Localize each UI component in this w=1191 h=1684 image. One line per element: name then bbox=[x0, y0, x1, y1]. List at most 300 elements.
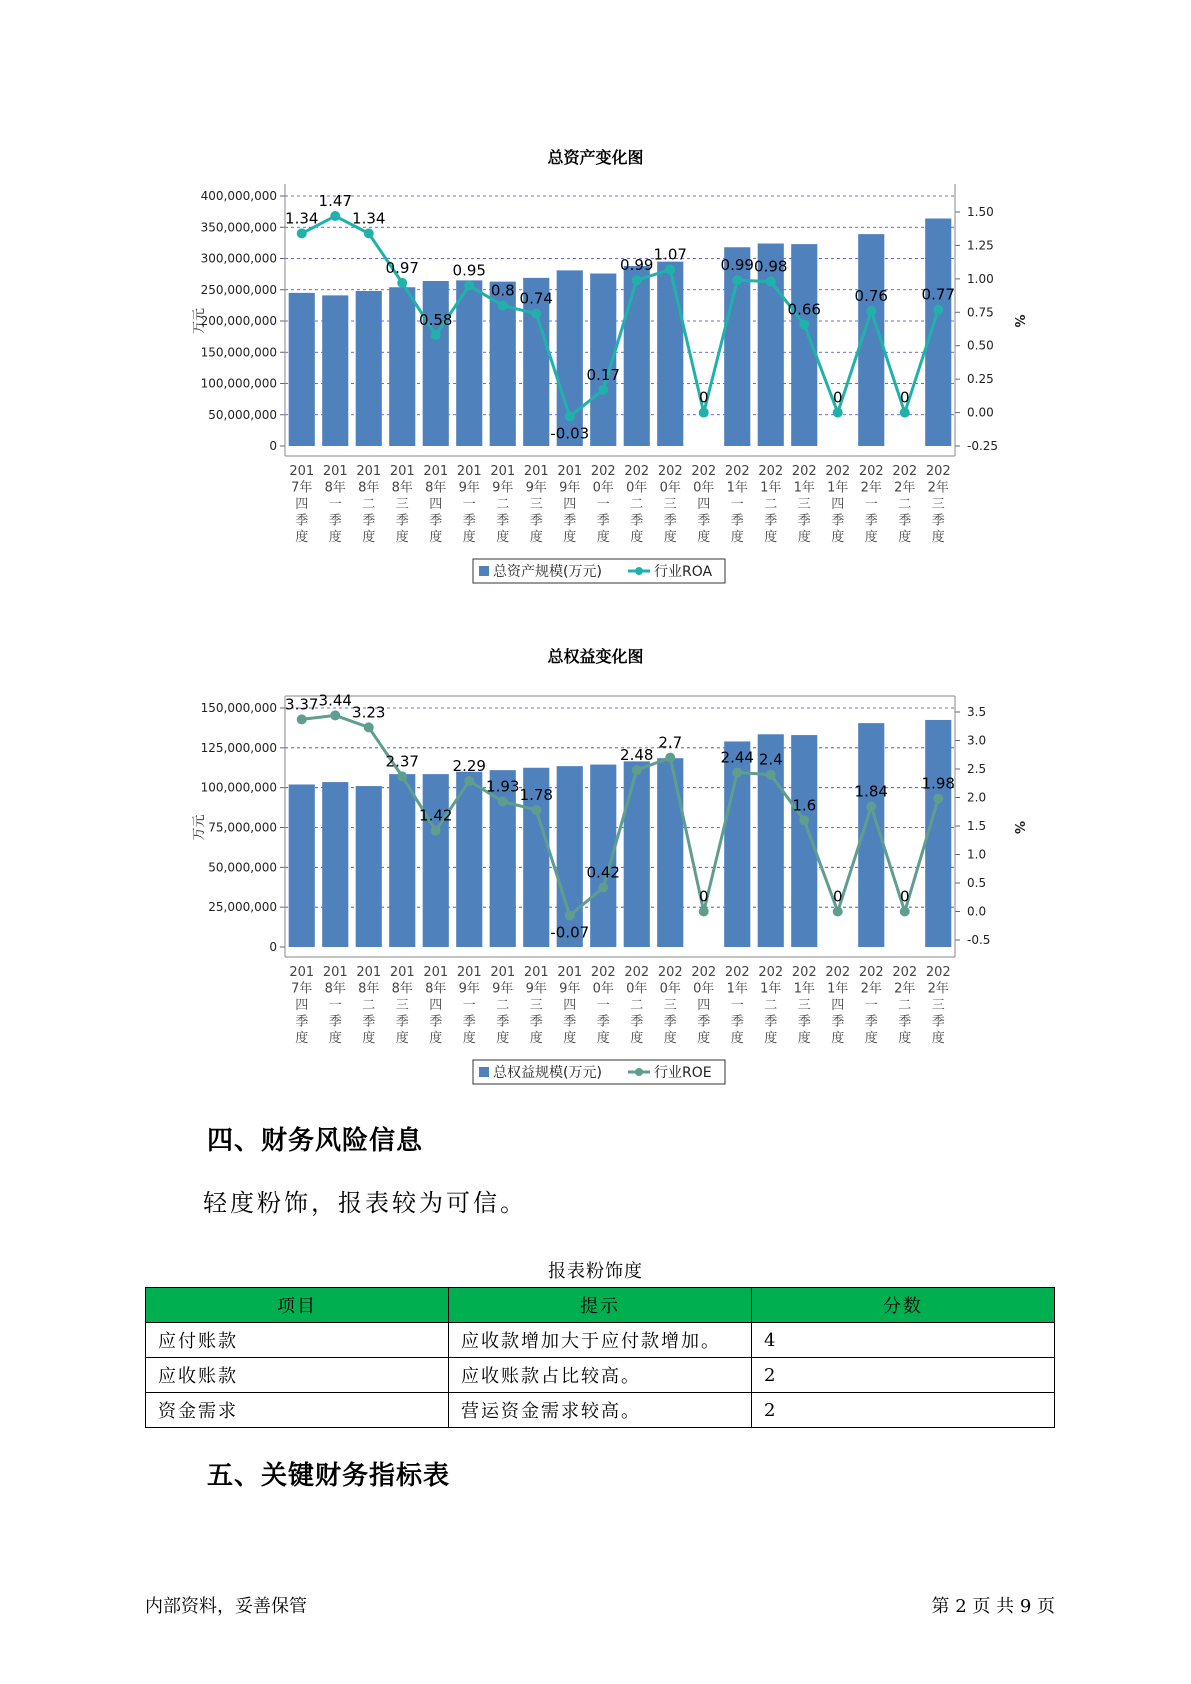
x-tick-label: 202 bbox=[791, 965, 817, 980]
bar bbox=[624, 266, 650, 446]
x-tick-label: 度 bbox=[630, 530, 644, 545]
x-tick-label: 度 bbox=[563, 530, 577, 545]
bar bbox=[423, 774, 449, 947]
data-label: 1.07 bbox=[653, 245, 687, 264]
data-label: 0.66 bbox=[787, 300, 821, 319]
x-tick-label: 季 bbox=[797, 513, 811, 529]
x-tick-label: 度 bbox=[663, 530, 677, 545]
y-axis-title-right: % bbox=[1011, 314, 1026, 328]
x-tick-label: 季 bbox=[764, 513, 778, 529]
data-label: 0 bbox=[899, 388, 910, 407]
x-tick-label: 1年 bbox=[726, 480, 748, 496]
x-tick-label: 度 bbox=[529, 1031, 543, 1046]
x-tick-label: 9年 bbox=[559, 981, 581, 997]
x-tick-label: 三 bbox=[931, 497, 945, 512]
x-tick-label: 季 bbox=[630, 513, 644, 529]
data-label: 0.58 bbox=[419, 311, 453, 330]
x-tick-label: 季 bbox=[697, 1014, 711, 1030]
x-tick-label: 201 bbox=[490, 464, 516, 479]
data-label: 0.77 bbox=[921, 285, 955, 304]
cell-item: 应收账款 bbox=[146, 1358, 449, 1393]
line-point bbox=[364, 722, 374, 732]
data-label: 1.34 bbox=[352, 209, 386, 228]
data-label: 1.42 bbox=[419, 806, 453, 825]
x-tick-label: 度 bbox=[931, 1031, 945, 1046]
bar bbox=[657, 262, 683, 446]
y-tick-label-right: 0.00 bbox=[967, 405, 994, 420]
x-tick-label: 度 bbox=[295, 1031, 309, 1046]
header-score: 分数 bbox=[752, 1288, 1055, 1323]
x-tick-label: 201 bbox=[523, 464, 549, 479]
x-tick-label: 201 bbox=[456, 464, 482, 479]
line-point bbox=[598, 883, 608, 893]
y-tick-label-left: 0 bbox=[269, 940, 277, 954]
x-tick-label: 四 bbox=[429, 497, 443, 512]
x-tick-label: 1年 bbox=[827, 981, 849, 997]
data-label: 1.78 bbox=[519, 786, 553, 805]
x-tick-label: 季 bbox=[462, 1014, 476, 1030]
x-tick-label: 度 bbox=[529, 530, 543, 545]
data-label: 1.6 bbox=[792, 796, 817, 815]
x-tick-label: 季 bbox=[697, 513, 711, 529]
data-label: 3.44 bbox=[318, 691, 352, 710]
x-tick-label: 一 bbox=[462, 998, 476, 1013]
x-tick-label: 二 bbox=[898, 497, 912, 512]
line-point bbox=[498, 301, 508, 311]
x-tick-label: 1年 bbox=[726, 981, 748, 997]
x-tick-label: 季 bbox=[630, 1014, 644, 1030]
line-point bbox=[900, 907, 910, 917]
data-label: 0 bbox=[698, 887, 709, 906]
bar bbox=[322, 782, 348, 947]
y-axis-title-left: 万元 bbox=[192, 814, 207, 841]
x-tick-label: 季 bbox=[429, 1014, 443, 1030]
x-tick-label: 202 bbox=[892, 965, 918, 980]
x-tick-label: 度 bbox=[395, 1031, 409, 1046]
x-tick-label: 一 bbox=[328, 998, 342, 1013]
x-tick-label: 三 bbox=[663, 497, 677, 512]
x-tick-label: 季 bbox=[730, 513, 744, 529]
footer-confidential: 内部资料，妥善保管 bbox=[145, 1596, 307, 1617]
x-tick-label: 一 bbox=[596, 998, 610, 1013]
data-label: -0.03 bbox=[550, 424, 590, 443]
data-label: 1.98 bbox=[921, 774, 955, 793]
x-tick-label: 8年 bbox=[324, 480, 346, 496]
data-label: 0.99 bbox=[620, 256, 654, 275]
legend-bar-label: 总资产规模(万元) bbox=[493, 564, 602, 580]
data-label: 0 bbox=[899, 887, 910, 906]
legend-bar-swatch bbox=[479, 1067, 489, 1077]
x-tick-label: 9年 bbox=[458, 981, 480, 997]
x-tick-label: 度 bbox=[295, 530, 309, 545]
y-tick-label-right: 1.0 bbox=[967, 847, 987, 862]
x-tick-label: 201 bbox=[356, 965, 382, 980]
x-tick-label: 度 bbox=[462, 1031, 476, 1046]
x-tick-label: 季 bbox=[295, 513, 309, 529]
x-tick-label: 度 bbox=[697, 1031, 711, 1046]
x-tick-label: 度 bbox=[429, 530, 443, 545]
x-tick-label: 9年 bbox=[525, 480, 547, 496]
line-point bbox=[732, 767, 742, 777]
x-tick-label: 202 bbox=[590, 965, 616, 980]
y-tick-label-left: 25,000,000 bbox=[208, 900, 277, 915]
chart1-total-assets bbox=[0, 0, 1191, 600]
x-tick-label: 8年 bbox=[391, 480, 413, 496]
x-tick-label: 201 bbox=[389, 965, 415, 980]
line-point bbox=[900, 408, 910, 418]
x-tick-label: 8年 bbox=[391, 981, 413, 997]
bar bbox=[289, 293, 315, 446]
y-tick-label-right: -0.5 bbox=[967, 933, 991, 947]
x-tick-label: 202 bbox=[590, 464, 616, 479]
x-tick-label: 季 bbox=[931, 513, 945, 529]
y-tick-label-right: 0.50 bbox=[967, 338, 994, 353]
line-point bbox=[565, 412, 575, 422]
x-tick-label: 202 bbox=[858, 965, 884, 980]
legend-line-marker bbox=[635, 567, 643, 575]
x-tick-label: 季 bbox=[764, 1014, 778, 1030]
risk-table bbox=[145, 1287, 1055, 1428]
cell-score: 2 bbox=[752, 1393, 1055, 1428]
line-point bbox=[464, 776, 474, 786]
x-tick-label: 三 bbox=[797, 998, 811, 1013]
line-point bbox=[632, 275, 642, 285]
x-tick-label: 季 bbox=[898, 1014, 912, 1030]
bar bbox=[456, 280, 482, 446]
x-tick-label: 7年 bbox=[291, 480, 313, 496]
x-tick-label: 二 bbox=[496, 998, 510, 1013]
x-tick-label: 季 bbox=[295, 1014, 309, 1030]
x-tick-label: 8年 bbox=[358, 981, 380, 997]
y-tick-label-left: 100,000,000 bbox=[200, 780, 277, 795]
x-tick-label: 季 bbox=[663, 513, 677, 529]
x-tick-label: 202 bbox=[858, 464, 884, 479]
bar bbox=[624, 761, 650, 947]
data-label: 1.93 bbox=[486, 777, 520, 796]
y-tick-label-right: 1.5 bbox=[967, 819, 987, 833]
data-label: 2.48 bbox=[620, 746, 654, 765]
line-point bbox=[766, 277, 776, 287]
x-tick-label: 0年 bbox=[626, 981, 648, 997]
x-tick-label: 二 bbox=[630, 497, 644, 512]
x-tick-label: 202 bbox=[758, 965, 784, 980]
cell-hint: 应收款增加大于应付款增加。 bbox=[449, 1323, 752, 1358]
legend-line-label: 行业ROA bbox=[654, 564, 713, 580]
cell-hint: 应收账款占比较高。 bbox=[449, 1358, 752, 1393]
x-tick-label: 8年 bbox=[324, 981, 346, 997]
x-tick-label: 2年 bbox=[894, 981, 916, 997]
table-row bbox=[146, 1393, 1055, 1428]
x-tick-label: 202 bbox=[624, 464, 650, 479]
x-tick-label: 三 bbox=[529, 497, 543, 512]
x-tick-label: 度 bbox=[596, 530, 610, 545]
x-tick-label: 1年 bbox=[793, 480, 815, 496]
x-tick-label: 四 bbox=[429, 998, 443, 1013]
x-tick-label: 2年 bbox=[894, 480, 916, 496]
x-tick-label: 一 bbox=[864, 998, 878, 1013]
x-tick-label: 度 bbox=[328, 1031, 342, 1046]
risk-summary-text: 轻度粉饰，报表较为可信。 bbox=[203, 1189, 527, 1217]
data-label: 0.17 bbox=[586, 365, 620, 384]
x-tick-label: 一 bbox=[328, 497, 342, 512]
y-tick-label-left: 0 bbox=[269, 439, 277, 453]
x-tick-label: 度 bbox=[395, 530, 409, 545]
x-tick-label: 季 bbox=[362, 513, 376, 529]
line-point bbox=[531, 805, 541, 815]
x-tick-label: 7年 bbox=[291, 981, 313, 997]
x-tick-label: 202 bbox=[657, 464, 683, 479]
x-tick-label: 四 bbox=[563, 497, 577, 512]
x-tick-label: 季 bbox=[496, 1014, 510, 1030]
x-tick-label: 度 bbox=[730, 530, 744, 545]
data-label: 0.98 bbox=[754, 257, 788, 276]
line-point bbox=[665, 753, 675, 763]
cell-score: 4 bbox=[752, 1323, 1055, 1358]
cell-item: 应付账款 bbox=[146, 1323, 449, 1358]
x-tick-label: 度 bbox=[496, 530, 510, 545]
line-point bbox=[498, 796, 508, 806]
data-label: 0.8 bbox=[490, 281, 515, 300]
x-tick-label: 一 bbox=[596, 497, 610, 512]
x-tick-label: 201 bbox=[356, 464, 382, 479]
x-tick-label: 202 bbox=[758, 464, 784, 479]
section5-heading: 五、关键财务指标表 bbox=[207, 1461, 451, 1491]
line-point bbox=[531, 309, 541, 319]
x-tick-label: 度 bbox=[831, 1031, 845, 1046]
x-tick-label: 9年 bbox=[492, 981, 514, 997]
x-tick-label: 季 bbox=[663, 1014, 677, 1030]
x-tick-label: 一 bbox=[730, 497, 744, 512]
x-tick-label: 201 bbox=[289, 464, 315, 479]
y-tick-label-left: 250,000,000 bbox=[200, 282, 277, 297]
x-tick-label: 202 bbox=[925, 464, 951, 479]
x-tick-label: 四 bbox=[697, 998, 711, 1013]
line-point bbox=[833, 408, 843, 418]
line-point bbox=[732, 275, 742, 285]
x-tick-label: 度 bbox=[462, 530, 476, 545]
y-tick-label-left: 350,000,000 bbox=[200, 220, 277, 235]
x-tick-label: 9年 bbox=[458, 480, 480, 496]
data-label: 2.44 bbox=[720, 748, 754, 767]
x-tick-label: 季 bbox=[864, 513, 878, 529]
x-tick-label: 一 bbox=[462, 497, 476, 512]
x-tick-label: 2年 bbox=[860, 981, 882, 997]
data-label: 0.74 bbox=[519, 289, 553, 308]
y-tick-label-right: 1.00 bbox=[967, 271, 994, 286]
line-point bbox=[464, 281, 474, 291]
data-label: 1.47 bbox=[318, 192, 352, 211]
x-tick-label: 二 bbox=[764, 497, 778, 512]
data-label: 1.34 bbox=[285, 209, 319, 228]
y-tick-label-left: 400,000,000 bbox=[200, 189, 277, 203]
table-row bbox=[146, 1358, 1055, 1393]
y-tick-label-right: 2.0 bbox=[967, 790, 987, 805]
x-tick-label: 季 bbox=[529, 513, 543, 529]
x-tick-label: 9年 bbox=[559, 480, 581, 496]
bar bbox=[322, 295, 348, 446]
x-tick-label: 201 bbox=[490, 965, 516, 980]
y-tick-label-left: 75,000,000 bbox=[208, 820, 277, 835]
data-label: 3.23 bbox=[352, 703, 386, 722]
x-tick-label: 度 bbox=[697, 530, 711, 545]
x-tick-label: 四 bbox=[697, 497, 711, 512]
bar bbox=[356, 786, 382, 947]
line-point bbox=[632, 765, 642, 775]
x-tick-label: 度 bbox=[864, 1031, 878, 1046]
x-tick-label: 季 bbox=[563, 513, 577, 529]
x-tick-label: 度 bbox=[764, 530, 778, 545]
section4-heading: 四、财务风险信息 bbox=[207, 1126, 424, 1156]
line-point bbox=[297, 228, 307, 238]
x-tick-label: 度 bbox=[362, 530, 376, 545]
x-tick-label: 201 bbox=[456, 965, 482, 980]
x-tick-label: 季 bbox=[328, 513, 342, 529]
bar bbox=[925, 219, 951, 447]
x-tick-label: 季 bbox=[529, 1014, 543, 1030]
bar bbox=[657, 758, 683, 947]
x-tick-label: 二 bbox=[630, 998, 644, 1013]
x-tick-label: 季 bbox=[563, 1014, 577, 1030]
x-tick-label: 202 bbox=[825, 464, 851, 479]
x-tick-label: 季 bbox=[864, 1014, 878, 1030]
y-tick-label-right: -0.25 bbox=[967, 439, 999, 453]
y-tick-label-right: 2.5 bbox=[967, 762, 987, 776]
chart1-title: 总资产变化图 bbox=[547, 148, 644, 167]
bar bbox=[389, 774, 415, 947]
x-tick-label: 201 bbox=[322, 464, 348, 479]
x-tick-label: 度 bbox=[630, 1031, 644, 1046]
x-tick-label: 202 bbox=[691, 965, 717, 980]
bar bbox=[356, 291, 382, 446]
data-label: 0 bbox=[832, 388, 843, 407]
chart2-total-equity bbox=[0, 600, 1191, 1100]
x-tick-label: 202 bbox=[724, 965, 750, 980]
data-label: 0 bbox=[832, 887, 843, 906]
data-label: 2.29 bbox=[452, 756, 486, 775]
x-tick-label: 2年 bbox=[927, 480, 949, 496]
y-tick-label-right: 0.5 bbox=[967, 876, 987, 890]
x-tick-label: 二 bbox=[764, 998, 778, 1013]
line-point bbox=[866, 802, 876, 812]
x-tick-label: 201 bbox=[322, 965, 348, 980]
data-label: 0.97 bbox=[385, 258, 419, 277]
x-tick-label: 8年 bbox=[425, 981, 447, 997]
x-tick-label: 季 bbox=[831, 513, 845, 529]
x-tick-label: 一 bbox=[730, 998, 744, 1013]
line-point bbox=[330, 710, 340, 720]
y-tick-label-right: 1.25 bbox=[967, 238, 994, 253]
x-tick-label: 季 bbox=[730, 1014, 744, 1030]
x-tick-label: 202 bbox=[791, 464, 817, 479]
x-tick-label: 二 bbox=[362, 497, 376, 512]
line-point bbox=[799, 319, 809, 329]
x-tick-label: 0年 bbox=[659, 480, 681, 496]
x-tick-label: 二 bbox=[898, 998, 912, 1013]
x-tick-label: 8年 bbox=[358, 480, 380, 496]
line-point bbox=[699, 408, 709, 418]
y-tick-label-left: 150,000,000 bbox=[200, 345, 277, 360]
x-tick-label: 0年 bbox=[693, 480, 715, 496]
x-tick-label: 9年 bbox=[492, 480, 514, 496]
x-tick-label: 一 bbox=[864, 497, 878, 512]
x-tick-label: 度 bbox=[898, 530, 912, 545]
y-tick-label-right: 3.5 bbox=[967, 705, 987, 719]
x-tick-label: 季 bbox=[328, 1014, 342, 1030]
line-point bbox=[699, 907, 709, 917]
x-tick-label: 度 bbox=[496, 1031, 510, 1046]
line-point bbox=[933, 794, 943, 804]
x-tick-label: 四 bbox=[831, 998, 845, 1013]
x-tick-label: 季 bbox=[362, 1014, 376, 1030]
x-tick-label: 1年 bbox=[827, 480, 849, 496]
x-tick-label: 1年 bbox=[760, 981, 782, 997]
x-tick-label: 0年 bbox=[659, 981, 681, 997]
x-tick-label: 三 bbox=[931, 998, 945, 1013]
x-tick-label: 1年 bbox=[760, 480, 782, 496]
x-tick-label: 度 bbox=[563, 1031, 577, 1046]
line-point bbox=[431, 826, 441, 836]
cell-hint: 营运资金需求较高。 bbox=[449, 1393, 752, 1428]
x-tick-label: 度 bbox=[764, 1031, 778, 1046]
x-tick-label: 201 bbox=[423, 965, 449, 980]
x-tick-label: 202 bbox=[691, 464, 717, 479]
x-tick-label: 201 bbox=[389, 464, 415, 479]
line-point bbox=[866, 306, 876, 316]
line-point bbox=[330, 211, 340, 221]
x-tick-label: 季 bbox=[429, 513, 443, 529]
y-axis-title-right: % bbox=[1011, 820, 1026, 835]
x-tick-label: 四 bbox=[295, 497, 309, 512]
data-label: 0.95 bbox=[452, 261, 486, 280]
x-tick-label: 季 bbox=[462, 513, 476, 529]
x-tick-label: 度 bbox=[931, 530, 945, 545]
x-tick-label: 202 bbox=[657, 965, 683, 980]
y-axis-title-left: 万元 bbox=[192, 307, 207, 335]
x-tick-label: 0年 bbox=[592, 981, 614, 997]
x-tick-label: 度 bbox=[864, 530, 878, 545]
x-tick-label: 季 bbox=[831, 1014, 845, 1030]
header-hint: 提示 bbox=[449, 1288, 752, 1323]
bar bbox=[289, 784, 315, 947]
x-tick-label: 度 bbox=[898, 1031, 912, 1046]
bar bbox=[423, 281, 449, 446]
line-point bbox=[799, 815, 809, 825]
x-tick-label: 2年 bbox=[927, 981, 949, 997]
line-point bbox=[431, 330, 441, 340]
x-tick-label: 202 bbox=[892, 464, 918, 479]
y-tick-label-right: 0.75 bbox=[967, 305, 994, 320]
data-label: 0.42 bbox=[586, 863, 620, 882]
x-tick-label: 2年 bbox=[860, 480, 882, 496]
data-label: 1.84 bbox=[854, 782, 888, 801]
x-tick-label: 三 bbox=[395, 497, 409, 512]
x-tick-label: 201 bbox=[523, 965, 549, 980]
x-tick-label: 度 bbox=[328, 530, 342, 545]
x-tick-label: 度 bbox=[362, 1031, 376, 1046]
x-tick-label: 9年 bbox=[525, 981, 547, 997]
x-tick-label: 季 bbox=[898, 513, 912, 529]
bar bbox=[456, 772, 482, 947]
table-header-row bbox=[146, 1288, 1055, 1323]
y-tick-label-left: 125,000,000 bbox=[200, 740, 277, 755]
y-tick-label-right: 1.50 bbox=[967, 205, 994, 219]
x-tick-label: 201 bbox=[423, 464, 449, 479]
data-label: 3.37 bbox=[285, 695, 319, 714]
table-row bbox=[146, 1323, 1055, 1358]
x-tick-label: 季 bbox=[797, 1014, 811, 1030]
x-tick-label: 季 bbox=[596, 513, 610, 529]
x-tick-label: 度 bbox=[831, 530, 845, 545]
